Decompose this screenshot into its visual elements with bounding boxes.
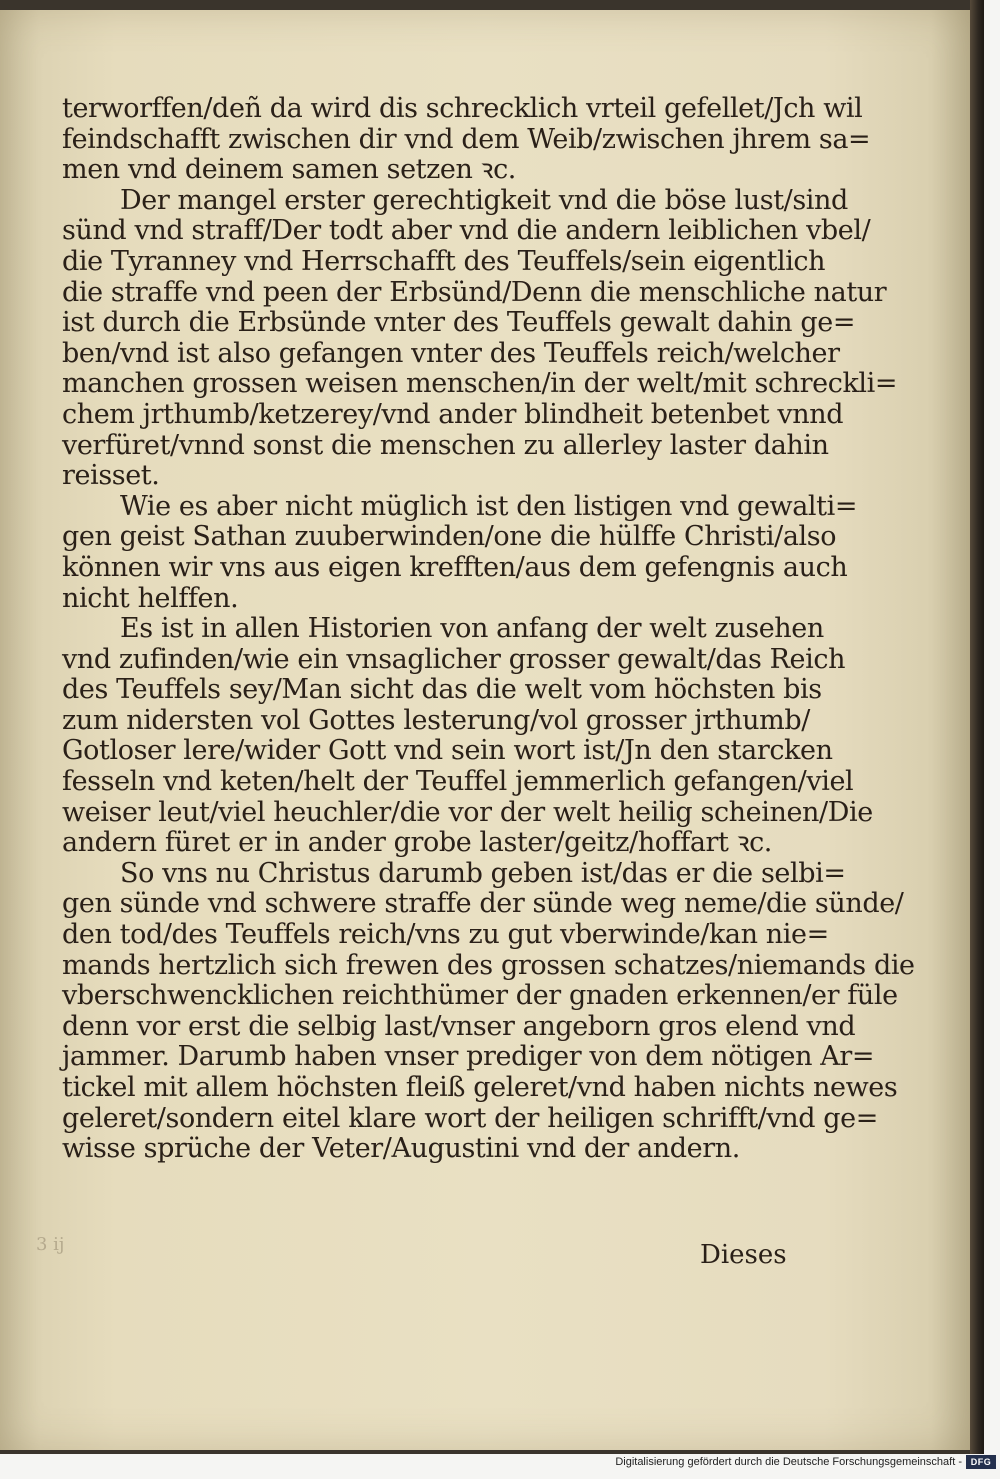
text-line: terworffen/deñ da wird dis schrecklich vrteil gefellet/Jch wil (62, 93, 863, 124)
text-line: Der mangel erster gerechtigkeit vnd die böse lust/sind (120, 184, 848, 216)
text-line: Wie es aber nicht müglich ist den listigen vnd gewalti= (120, 490, 858, 522)
text-line: weiser leut/viel heuchler/die vor der welt heilig scheinen/Die (62, 796, 873, 828)
text-line: manchen grossen weisen menschen/in der welt/mit schreckli= (62, 368, 898, 400)
text-line: können wir vns aus eigen krefften/aus dem gefengnis auch (62, 551, 848, 583)
text-line: geleret/sondern eitel klare wort der heiligen schrifft/vnd ge= (62, 1102, 878, 1134)
text-line: wisse sprüche der Veter/Augustini vnd der andern. (62, 1133, 740, 1165)
page-edge-shadow (970, 0, 984, 1454)
text-line: Gotloser lere/wider Gott vnd sein wort ist/Jn den starcken (62, 735, 833, 767)
text-line: gen sünde vnd schwere straffe der sünde weg neme/die sünde/ (62, 888, 904, 920)
text-line: feindschafft zwischen dir vnd dem Weib/zwischen jhrem sa= (62, 123, 871, 155)
text-line: sünd vnd straff/Der todt aber vnd die andern leiblichen vbel/ (62, 215, 871, 247)
text-line: zum nidersten vol Gottes lesterung/vol grosser jrthumb/ (62, 704, 810, 736)
text-line: den tod/des Teuffels reich/vns zu gut vberwinde/kan nie= (62, 919, 829, 951)
funding-footer (615, 1453, 996, 1471)
page-text-block (62, 93, 915, 1165)
text-line: jammer. Darumb haben vnser prediger von dem nötigen Ar= (62, 1041, 875, 1073)
text-line: verfüret/vnnd sonst die menschen zu allerley laster dahin (62, 429, 829, 461)
funding-note: Digitalisierung gefördert durch die Deutsche Forschungsgemeinschaft - (615, 1456, 962, 1468)
text-line: men vnd deinem samen setzen ꝛc. (62, 154, 516, 186)
scanned-page (0, 10, 970, 1450)
text-line: des Teuffels sey/Man sicht das die welt vom höchsten bis (62, 674, 822, 706)
text-line: denn vor erst die selbig last/vnser angeborn gros elend vnd (62, 1010, 856, 1042)
text-line: reisset. (62, 460, 160, 492)
text-line: gen geist Sathan zuuberwinden/one die hülffe Christi/also (62, 521, 837, 553)
text-line: fesseln vnd keten/helt der Teuffel jemmerlich gefangen/viel (62, 766, 854, 798)
text-line: die Tyranney vnd Herrschafft des Teuffels/sein eigentlich (62, 245, 826, 277)
text-line: ist durch die Erbsünde vnter des Teuffels gewalt dahin ge= (62, 307, 856, 339)
text-line: So vns nu Christus darumb geben ist/das er die selbi= (120, 857, 846, 889)
text-line: andern füret er in ander grobe laster/geitz/hoffart ꝛc. (62, 827, 772, 859)
text-line: nicht helffen. (62, 582, 239, 614)
text-line: vberschwencklichen reichthümer der gnaden erkennen/er füle (62, 980, 898, 1012)
text-line: mands hertzlich sich frewen des grossen schatzes/niemands die (62, 949, 915, 981)
catchword: Dieses (700, 1240, 787, 1270)
dfg-logo: DFG (966, 1455, 996, 1469)
text-line: chem jrthumb/ketzerey/vnd ander blindheit betenbet vnnd (62, 398, 844, 430)
signature-mark: 3 ij (36, 1234, 65, 1255)
text-line: vnd zufinden/wie ein vnsaglicher grosser gewalt/das Reich (62, 643, 846, 675)
text-line: die straffe vnd peen der Erbsünd/Denn die menschliche natur (62, 276, 887, 308)
text-line: Es ist in allen Historien von anfang der welt zusehen (120, 613, 824, 645)
text-line: ben/vnd ist also gefangen vnter des Teuffels reich/welcher (62, 337, 840, 369)
text-line: tickel mit allem höchsten fleiß geleret/vnd haben nichts newes (62, 1072, 898, 1103)
